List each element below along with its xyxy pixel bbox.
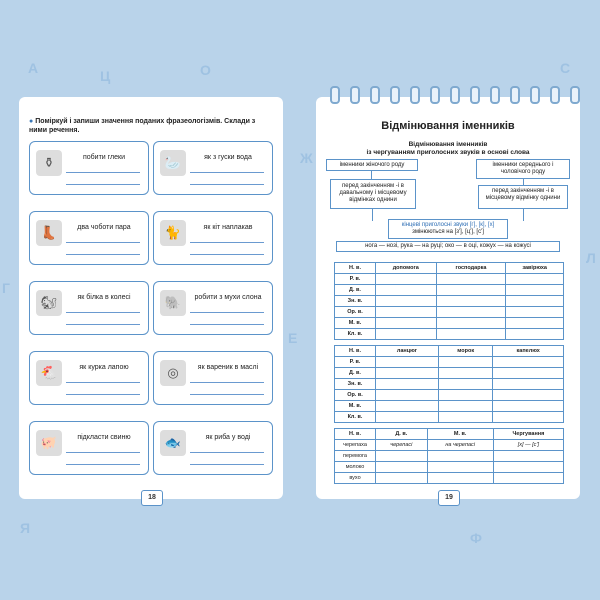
background-letter: Ж bbox=[300, 150, 313, 166]
answer-cell[interactable] bbox=[376, 451, 428, 462]
answer-cell[interactable] bbox=[436, 307, 506, 318]
phrase-text: як риба у воді bbox=[205, 434, 251, 441]
table-header-row: Н. в. допомога господарка завірюха bbox=[335, 263, 564, 274]
table-row: Кл. в. bbox=[335, 329, 564, 340]
answer-cell[interactable] bbox=[436, 296, 506, 307]
answer-line[interactable] bbox=[190, 382, 264, 383]
boots-icon: 👢 bbox=[36, 220, 62, 246]
binding-ring bbox=[370, 86, 380, 104]
table-row: Зн. в. bbox=[335, 379, 564, 390]
table-row: Зн. в. bbox=[335, 296, 564, 307]
answer-cell[interactable] bbox=[493, 473, 563, 484]
page-number: 18 bbox=[141, 490, 163, 506]
elephant-icon: 🐘 bbox=[160, 290, 186, 316]
page-number: 19 bbox=[438, 490, 460, 506]
table-row: вухо bbox=[335, 473, 564, 484]
answer-cell[interactable] bbox=[376, 462, 428, 473]
feminine-rule-box: перед закінченням -і в давальному і місцевому відмінках однини bbox=[330, 179, 416, 209]
background-letter: С bbox=[560, 60, 571, 76]
task-instruction: ● Поміркуй і запиши значення поданих фразеологізмів. Склади з ними речення. bbox=[29, 118, 256, 134]
table-row: Д. в. bbox=[335, 285, 564, 296]
answer-cell[interactable] bbox=[493, 368, 564, 379]
background-letter: Г bbox=[2, 280, 10, 296]
answer-cell[interactable] bbox=[438, 379, 492, 390]
answer-cell[interactable] bbox=[506, 274, 564, 285]
background-letter: Ц bbox=[100, 68, 111, 84]
table-row: Р. в. bbox=[335, 274, 564, 285]
answer-cell[interactable] bbox=[493, 379, 564, 390]
answer-line[interactable] bbox=[190, 312, 264, 313]
binding-ring bbox=[490, 86, 500, 104]
answer-line[interactable] bbox=[66, 254, 140, 255]
declension-table-1 bbox=[334, 262, 564, 340]
binding-ring bbox=[410, 86, 420, 104]
phrase-card bbox=[29, 211, 149, 265]
answer-cell[interactable] bbox=[493, 390, 564, 401]
bullet-icon: ● bbox=[29, 118, 34, 125]
answer-cell[interactable] bbox=[506, 296, 564, 307]
answer-cell[interactable] bbox=[493, 412, 564, 423]
table-row: перемога bbox=[335, 451, 564, 462]
answer-cell[interactable] bbox=[376, 274, 437, 285]
answer-line[interactable] bbox=[190, 242, 264, 243]
background-letter: Ф bbox=[470, 530, 482, 546]
answer-cell[interactable] bbox=[493, 357, 564, 368]
phrase-text: як з гуски вода bbox=[204, 154, 252, 161]
answer-line[interactable] bbox=[190, 324, 264, 325]
phrase-card bbox=[153, 141, 273, 195]
answer-cell[interactable] bbox=[376, 412, 439, 423]
answer-line[interactable] bbox=[66, 242, 140, 243]
answer-line[interactable] bbox=[190, 254, 264, 255]
table-row: М. в. bbox=[335, 401, 564, 412]
answer-cell[interactable] bbox=[376, 318, 437, 329]
masculine-rule-box: перед закінченням -і в місцевому відмінку однини bbox=[478, 185, 568, 209]
answer-cell[interactable] bbox=[493, 401, 564, 412]
background-letter: Л bbox=[586, 250, 596, 266]
phrase-card bbox=[29, 351, 149, 405]
examples-box: нога — нозі, рука — на руці; око — в оці, кожух — на кожусі bbox=[336, 241, 560, 252]
workbook-page-left bbox=[19, 97, 283, 499]
phrase-text: як курка лапою bbox=[79, 364, 129, 371]
answer-line[interactable] bbox=[190, 394, 264, 395]
answer-cell[interactable] bbox=[438, 390, 492, 401]
answer-cell[interactable] bbox=[376, 307, 437, 318]
table-row: черепаха черепасі на черепасі [х] — [с'] bbox=[335, 440, 564, 451]
phrase-text: два чоботи пара bbox=[77, 224, 131, 231]
goose-icon: 🦢 bbox=[160, 150, 186, 176]
spiral-binding bbox=[0, 86, 600, 104]
phrase-text: робити з мухи слона bbox=[194, 294, 262, 301]
answer-cell[interactable] bbox=[438, 357, 492, 368]
declension-table-2 bbox=[334, 345, 564, 423]
phrase-card bbox=[29, 141, 149, 195]
table-row: Ор. в. bbox=[335, 390, 564, 401]
answer-line[interactable] bbox=[66, 184, 140, 185]
answer-cell[interactable] bbox=[376, 296, 437, 307]
table-row: молоко bbox=[335, 462, 564, 473]
answer-cell[interactable] bbox=[493, 462, 563, 473]
answer-line[interactable] bbox=[190, 452, 264, 453]
background-letter: Е bbox=[288, 330, 298, 346]
answer-cell[interactable] bbox=[506, 285, 564, 296]
answer-line[interactable] bbox=[66, 312, 140, 313]
squirrel-icon: 🐿 bbox=[36, 290, 62, 316]
phrase-text: як вареник в маслі bbox=[197, 364, 259, 371]
answer-cell[interactable] bbox=[438, 401, 492, 412]
answer-line[interactable] bbox=[66, 324, 140, 325]
answer-cell[interactable] bbox=[506, 307, 564, 318]
phrase-card bbox=[29, 281, 149, 335]
answer-cell[interactable] bbox=[436, 329, 506, 340]
phrase-card bbox=[153, 281, 273, 335]
phrase-card bbox=[153, 421, 273, 475]
answer-cell[interactable] bbox=[376, 473, 428, 484]
answer-line[interactable] bbox=[190, 464, 264, 465]
phrase-card bbox=[153, 351, 273, 405]
consonant-change-box: кінцеві приголосні звуки [г], [к], [х] змінюються на [з'], [ц'], [с'] bbox=[388, 219, 508, 239]
answer-cell[interactable] bbox=[376, 329, 437, 340]
alternation-table bbox=[334, 428, 564, 484]
answer-cell[interactable] bbox=[427, 473, 493, 484]
table-row: Д. в. bbox=[335, 368, 564, 379]
phrase-card bbox=[153, 211, 273, 265]
answer-cell[interactable] bbox=[438, 412, 492, 423]
cat-icon: 🐈 bbox=[160, 220, 186, 246]
arrow-connector bbox=[372, 209, 373, 221]
answer-line[interactable] bbox=[66, 464, 140, 465]
answer-cell[interactable] bbox=[436, 318, 506, 329]
binding-ring bbox=[450, 86, 460, 104]
binding-ring bbox=[470, 86, 480, 104]
phrase-text: як білка в колесі bbox=[77, 294, 131, 301]
binding-ring bbox=[390, 86, 400, 104]
background-letter: Я bbox=[20, 520, 31, 536]
answer-cell[interactable] bbox=[376, 401, 439, 412]
answer-cell[interactable] bbox=[427, 462, 493, 473]
answer-cell[interactable] bbox=[376, 379, 439, 390]
answer-line[interactable] bbox=[190, 184, 264, 185]
answer-cell[interactable] bbox=[493, 451, 563, 462]
table-row: М. в. bbox=[335, 318, 564, 329]
hen-icon: 🐔 bbox=[36, 360, 62, 386]
phrase-text: підкласти свиню bbox=[77, 434, 131, 441]
answer-line[interactable] bbox=[190, 172, 264, 173]
section-subtitle: Відмінювання іменників із чергуванням приголосних звуків в основі слова bbox=[366, 141, 530, 156]
answer-cell[interactable] bbox=[376, 390, 439, 401]
workbook-page-right bbox=[316, 97, 580, 499]
binding-ring bbox=[350, 86, 360, 104]
answer-cell[interactable] bbox=[436, 285, 506, 296]
jug-icon: ⚱ bbox=[36, 150, 62, 176]
arrow-connector bbox=[523, 209, 524, 221]
answer-cell[interactable] bbox=[376, 368, 439, 379]
phrase-card bbox=[29, 421, 149, 475]
neuter-masculine-nouns-box: іменники середнього і чоловічого роду bbox=[476, 159, 570, 179]
binding-ring bbox=[330, 86, 340, 104]
phrase-text: побити глеки bbox=[82, 154, 125, 161]
background-letter: О bbox=[200, 62, 211, 78]
table-row: Р. в. bbox=[335, 357, 564, 368]
binding-ring bbox=[550, 86, 560, 104]
binding-ring bbox=[570, 86, 580, 104]
answer-cell[interactable] bbox=[438, 368, 492, 379]
arrow-connector bbox=[371, 171, 372, 179]
table-row: Ор. в. bbox=[335, 307, 564, 318]
fishbowl-icon: 🐟 bbox=[160, 430, 186, 456]
answer-line[interactable] bbox=[66, 382, 140, 383]
binding-ring bbox=[510, 86, 520, 104]
background-letter: А bbox=[28, 60, 39, 76]
table-header-row: Н. в. Д. в. М. в. Чергування bbox=[335, 429, 564, 440]
answer-cell[interactable] bbox=[376, 285, 437, 296]
answer-cell[interactable] bbox=[506, 318, 564, 329]
binding-ring bbox=[530, 86, 540, 104]
pig-icon: 🐖 bbox=[36, 430, 62, 456]
table-row: Кл. в. bbox=[335, 412, 564, 423]
answer-line[interactable] bbox=[66, 172, 140, 173]
binding-ring bbox=[430, 86, 440, 104]
answer-line[interactable] bbox=[66, 452, 140, 453]
table-header-row: Н. в. ланцюг морок капелюх bbox=[335, 346, 564, 357]
dumpling-icon: ◎ bbox=[160, 360, 186, 386]
feminine-nouns-box: іменники жіночого роду bbox=[326, 159, 418, 171]
phrase-text: як кіт наплакав bbox=[203, 224, 253, 231]
answer-cell[interactable] bbox=[376, 357, 439, 368]
answer-cell[interactable] bbox=[427, 451, 493, 462]
page-title: Відмінювання іменників bbox=[381, 120, 515, 132]
answer-cell[interactable] bbox=[436, 274, 506, 285]
answer-line[interactable] bbox=[66, 394, 140, 395]
answer-cell[interactable] bbox=[506, 329, 564, 340]
